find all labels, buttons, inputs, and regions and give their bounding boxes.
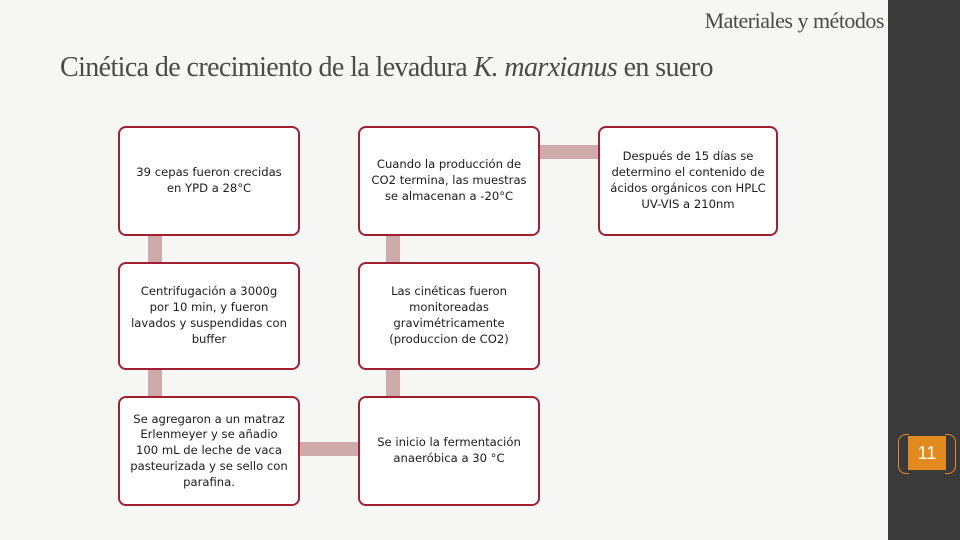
flow-step-2: Centrifugación a 3000g por 10 min, y fueron lavados y suspendidas con buffer (118, 262, 300, 370)
slide-title-prefix: Cinética de crecimiento de la levadura (60, 52, 474, 83)
flow-step-1: 39 cepas fueron crecidas en YPD a 28°C (118, 126, 300, 236)
slide-title-species: K. marxianus (473, 52, 618, 83)
flow-step-4: Se inicio la fermentación anaeróbica a 30 °C (358, 396, 540, 506)
slide-title-suffix: en suero (617, 52, 713, 83)
flow-step-5: Las cinéticas fueron monitoreadas gravimétricamente (produccion de CO2) (358, 262, 540, 370)
flow-step-6: Cuando la producción de CO2 termina, las muestras se almacenan a -20°C (358, 126, 540, 236)
flow-step-3: Se agregaron a un matraz Erlenmeyer y se añadio 100 mL de leche de vaca pasteurizada y se sello con parafina. (118, 396, 300, 506)
page-number: 11 (908, 436, 946, 470)
page-number-badge (898, 432, 956, 476)
connector-step5-step6 (386, 234, 400, 264)
section-title: Materiales y métodos (704, 8, 884, 33)
connector-step6-step7 (538, 145, 600, 159)
right-bracket-icon (945, 434, 956, 474)
connector-step4-step5 (386, 368, 400, 398)
flow-step-7: Después de 15 días se determino el contenido de ácidos orgánicos con HPLC UV-VIS a 210nm (598, 126, 778, 236)
slide-title (60, 52, 713, 84)
connector-step2-step3 (148, 368, 162, 398)
connector-step1-step2 (148, 234, 162, 264)
connector-step3-step4 (298, 442, 360, 456)
